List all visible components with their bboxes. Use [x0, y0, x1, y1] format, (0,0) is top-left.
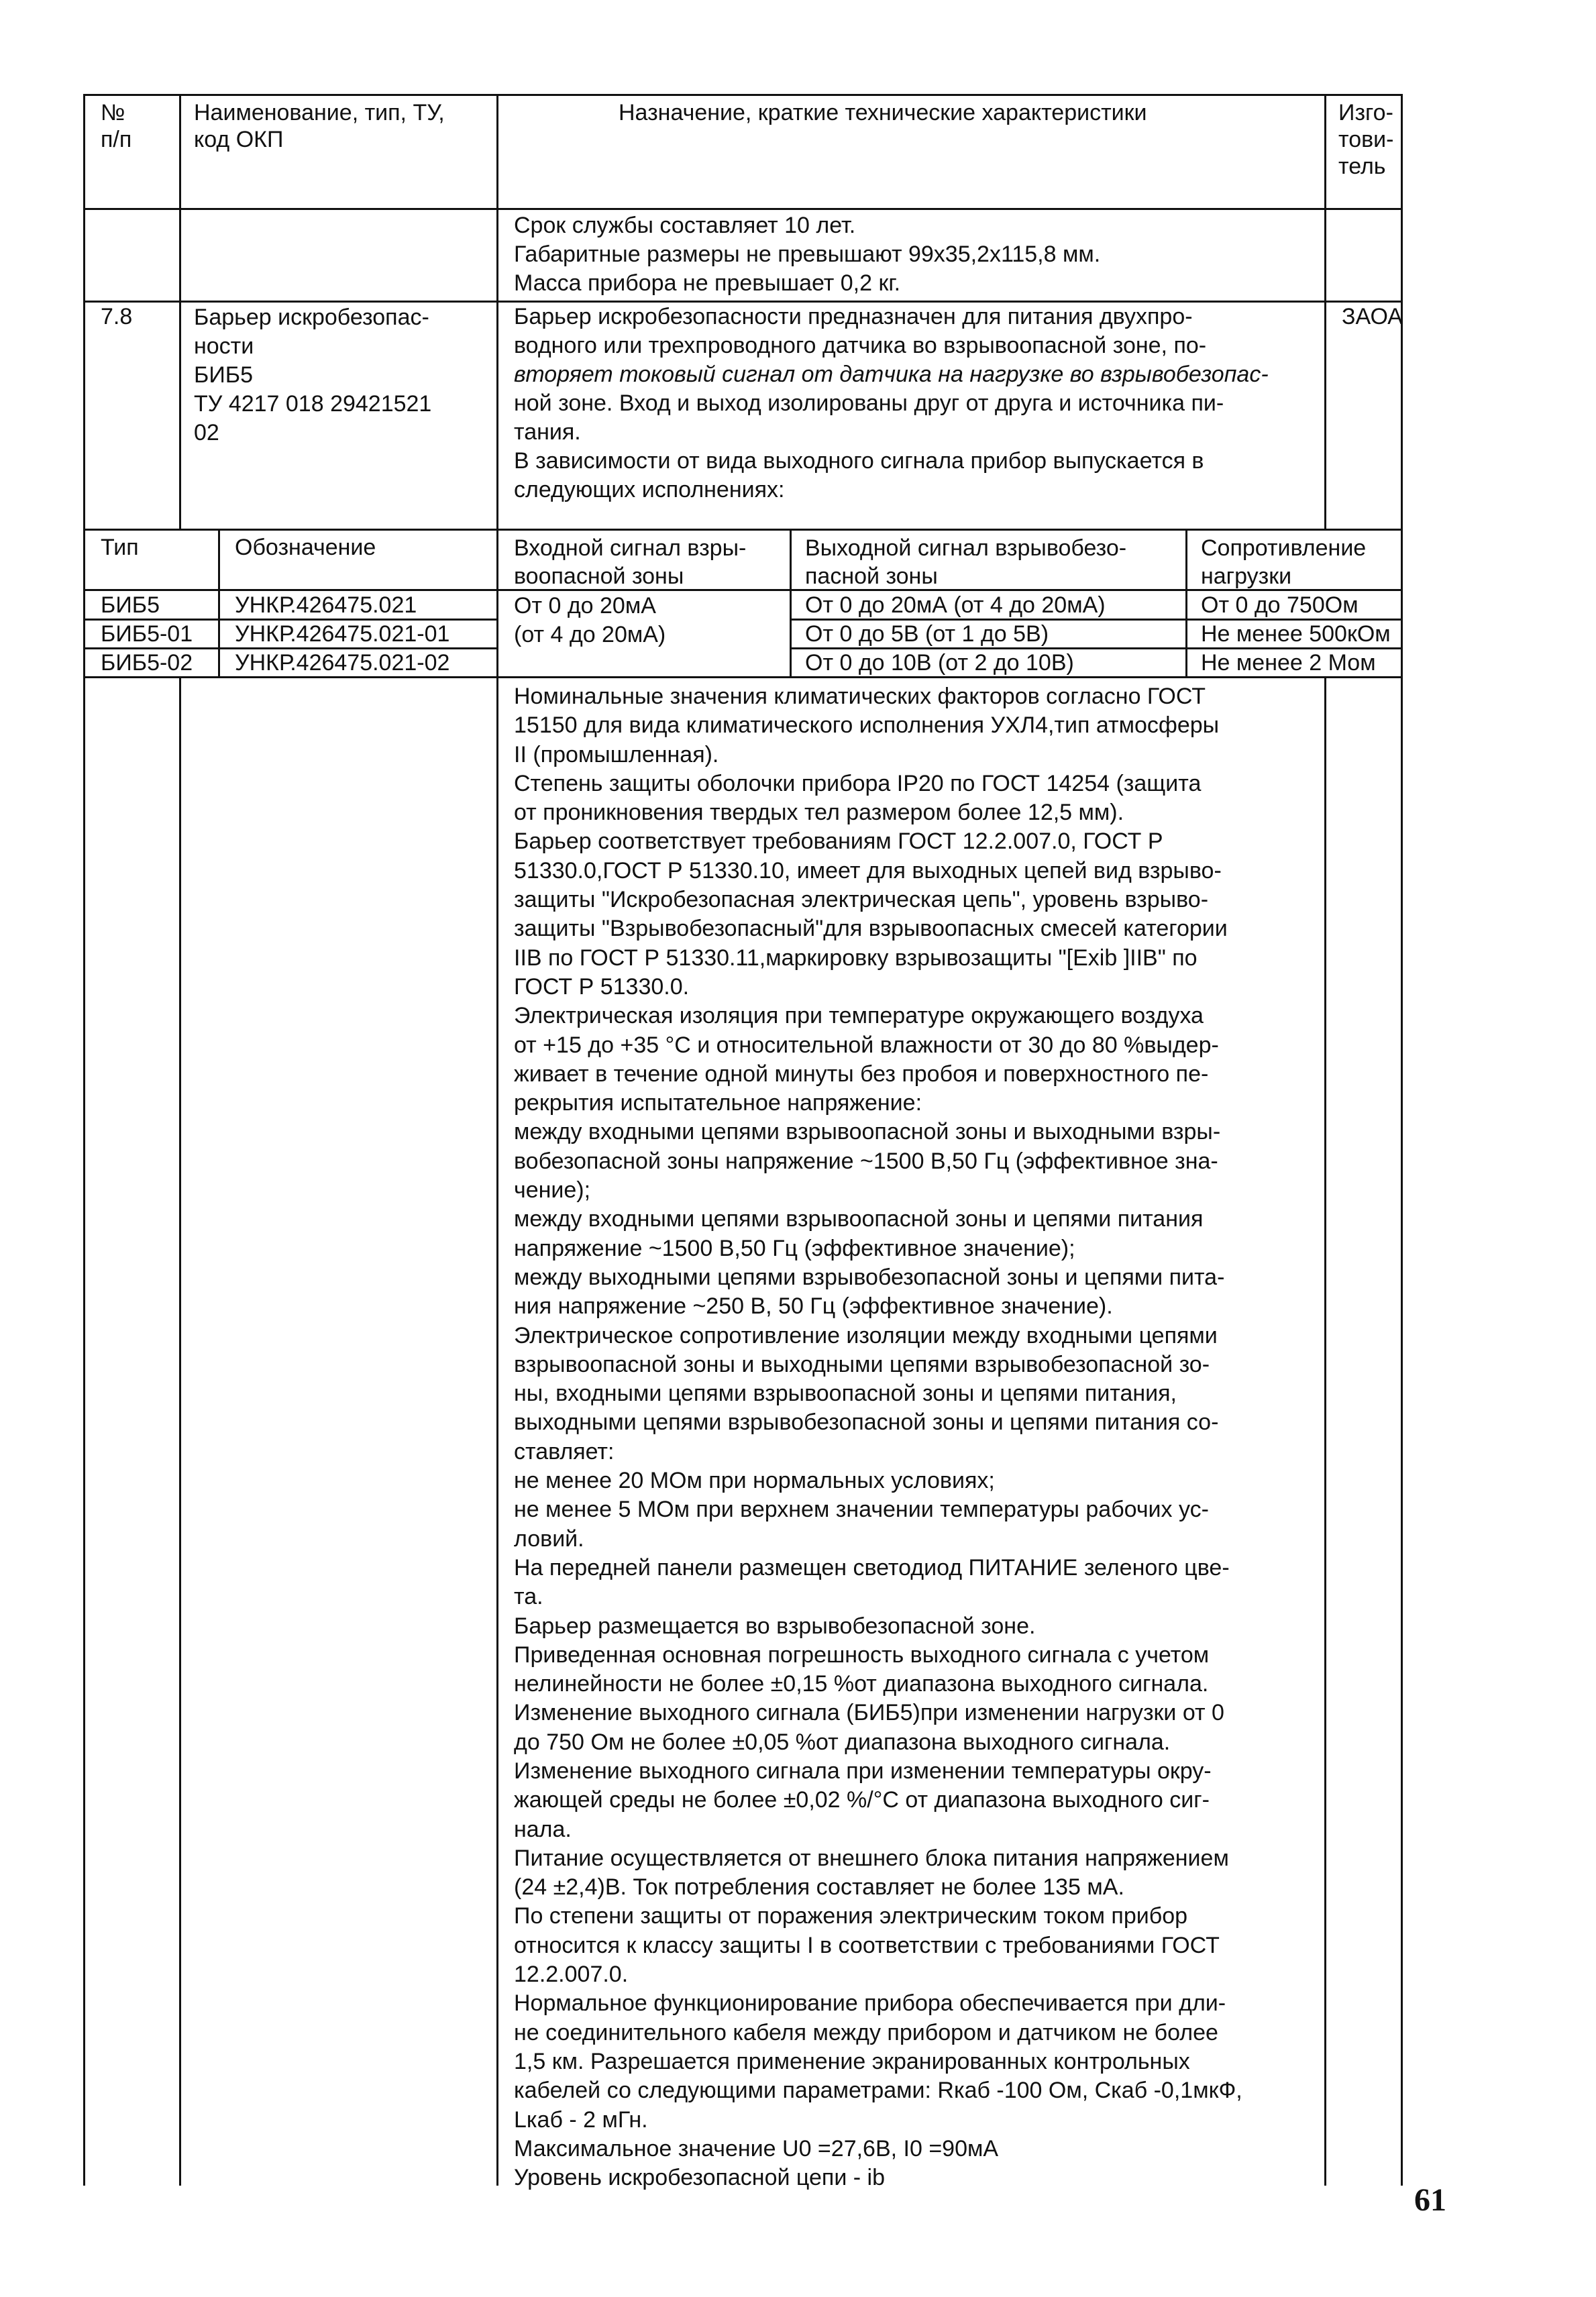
variant-row-1-output: От 0 до 20мА (от 4 до 20мА) [805, 592, 1106, 618]
details-line: не соединительного кабеля между прибором и датчиком не более [514, 2019, 1218, 2045]
details-line: защиты "Взрывобезопасный"для взрывоопасных смесей категории [514, 916, 1228, 942]
details-line: (24 ±2,4)В. Ток потребления составляет не более 135 мА. [514, 1874, 1124, 1901]
variant-row-2-type: БИБ5-01 [101, 621, 193, 647]
prev-row-line-2: Габаритные размеры не превышают 99х35,2х115,8 мм. [514, 242, 1101, 267]
details-line: Изменение выходного сигнала при изменении температуры окру- [514, 1758, 1212, 1784]
row-line-header-bottom [83, 208, 1403, 210]
variants-col-sep-3 [790, 529, 792, 678]
details-line: Степень защиты оболочки прибора IP20 по ГОСТ 14254 (защита [514, 770, 1202, 796]
details-line: нелинейности не более ±0,15 %от диапазона выходного сигнала. [514, 1671, 1209, 1697]
lower-col-sep-3 [1324, 678, 1326, 2186]
col-sep-2 [496, 94, 498, 2186]
header-purpose: Назначение, краткие технические характеристики [619, 100, 1147, 125]
details-line: Барьер размещается во взрывобезопасной зоне. [514, 1613, 1036, 1639]
details-text [514, 682, 1319, 2192]
details-line: ГОСТ Р 51330.0. [514, 973, 690, 1000]
variant-row-2-load: Не менее 500кОм [1201, 621, 1391, 647]
row-line-top [83, 94, 1403, 96]
col-sep-1 [179, 94, 181, 529]
details-line: Изменение выходного сигнала (БИБ5)при изменении нагрузки от 0 [514, 1700, 1224, 1726]
details-line: IIB по ГОСТ Р 51330.11,маркировку взрывозащиты "[Exib ]IIB" по [514, 945, 1198, 971]
details-line: напряжение ~1500 В,50 Гц (эффективное значение); [514, 1235, 1075, 1261]
item-purpose-line-7: следующих исполнениях: [514, 477, 785, 502]
details-line: та. [514, 1584, 543, 1610]
table-border-right [1401, 94, 1403, 2186]
variants-header-type: Тип [101, 535, 139, 560]
details-line: между входными цепями взрывоопасной зоны и цепями питания [514, 1206, 1204, 1232]
details-line: между выходными цепями взрывобезопасной зоны и цепями пита- [514, 1264, 1225, 1290]
details-line: На передней панели размещен светодиод ПИТАНИЕ зеленого цве- [514, 1554, 1230, 1581]
details-line: вобезопасной зоны напряжение ~1500 В,50 Гц (эффективное зна- [514, 1148, 1218, 1174]
lower-col-sep-1 [179, 678, 181, 2186]
details-line: живает в течение одной минуты без пробоя и поверхностного пе- [514, 1061, 1209, 1087]
table-border-left [83, 94, 85, 2186]
details-line: Электрическая изоляция при температуре окружающего воздуха [514, 1003, 1204, 1029]
details-line: от проникновения твердых тел размером более 12,5 мм). [514, 800, 1124, 826]
details-line: кабелей со следующими параметрами: Rкаб -100 Ом, Cкаб -0,1мкФ, [514, 2078, 1242, 2104]
header-maker: Изго- тови- тель [1338, 100, 1394, 179]
row-line-item-bottom [83, 529, 1403, 531]
variant-row-3-type: БИБ5-02 [101, 650, 193, 676]
details-line: 15150 для вида климатического исполнения УХЛ4,тип атмосферы [514, 712, 1220, 739]
variants-bottom [83, 676, 1403, 678]
variant-row-2-output: От 0 до 5В (от 1 до 5В) [805, 621, 1049, 647]
item-purpose-line-2: водного или трехпроводного датчика во взрывоопасной зоне, по- [514, 333, 1207, 358]
details-line: 51330.0,ГОСТ Р 51330.10, имеет для выходных цепей вид взрыво- [514, 857, 1222, 884]
header-name: Наименование, тип, ТУ, код ОКП [194, 100, 445, 152]
details-line: Уровень искробезопасной цепи - ib [514, 2165, 885, 2191]
details-line: Приведенная основная погрешность выходного сигнала с учетом [514, 1642, 1210, 1668]
item-purpose-line-5: тания. [514, 419, 581, 445]
variants-header-input: Входной сигнал взры- воопасной зоны [514, 535, 747, 589]
details-line: между входными цепями взрывоопасной зоны и выходными взры- [514, 1119, 1221, 1145]
item-purpose-line-1: Барьер искробезопасности предназначен для питания двухпро- [514, 304, 1193, 329]
details-line: до 750 Ом не более ±0,05 %от диапазона выходного сигнала. [514, 1729, 1171, 1755]
col-sep-3 [1324, 94, 1326, 529]
item-name: Барьер искробезопас- ности БИБ5 ТУ 4217 018 29421521 02 [194, 305, 432, 445]
details-line: Электрическое сопротивление изоляции между входными цепями [514, 1322, 1218, 1348]
details-line: взрывоопасной зоны и выходными цепями взрывобезопасной зо- [514, 1351, 1210, 1377]
details-line: чение); [514, 1177, 591, 1204]
prev-row-line-1: Срок службы составляет 10 лет. [514, 213, 856, 238]
item-purpose-line-6: В зависимости от вида выходного сигнала прибор выпускается в [514, 448, 1204, 474]
details-line: 12.2.007.0. [514, 1962, 629, 1988]
row-line-prev-bottom [83, 301, 1403, 303]
details-line: Питание осуществляется от внешнего блока питания напряжением [514, 1845, 1229, 1871]
variant-row-1-load: От 0 до 750Ом [1201, 592, 1359, 618]
variant-row-3-output: От 0 до 10В (от 2 до 10В) [805, 650, 1074, 676]
page-number: 61 [1414, 2182, 1446, 2218]
details-line: от +15 до +35 °С и относительной влажности от 30 до 80 %выдер- [514, 1032, 1219, 1058]
variants-input-shared: От 0 до 20мА (от 4 до 20мА) [514, 593, 666, 647]
details-line: ны, входными цепями взрывоопасной зоны и цепями питания, [514, 1381, 1177, 1407]
details-line: Lкаб - 2 мГн. [514, 2106, 648, 2133]
details-line: защиты "Искробезопасная электрическая цепь", уровень взрыво- [514, 887, 1209, 913]
details-line: выходными цепями взрывобезопасной зоны и цепями питания со- [514, 1409, 1219, 1436]
details-line: Барьер соответствует требованиям ГОСТ 12.2.007.0, ГОСТ Р [514, 829, 1163, 855]
details-line: ставляет: [514, 1438, 615, 1464]
variants-col-sep-1 [218, 529, 220, 678]
details-line: нала. [514, 1816, 572, 1842]
details-line: По степени защиты от поражения электрическим током прибор [514, 1903, 1188, 1929]
variant-row-1-type: БИБ5 [101, 592, 160, 618]
variant-row-2-designation: УНКР.426475.021-01 [235, 621, 450, 647]
details-line: ния напряжение ~250 В, 50 Гц (эффективное значение). [514, 1293, 1113, 1320]
details-line: не менее 5 МОм при верхнем значении температуры рабочих ус- [514, 1497, 1209, 1523]
variants-col-sep-4 [1185, 529, 1187, 678]
details-line: Максимальное значение U0 =27,6В, I0 =90мА [514, 2135, 999, 2161]
item-purpose-line-4: ной зоне. Вход и выход изолированы друг от друга и источника пи- [514, 390, 1224, 416]
item-number: 7.8 [101, 304, 133, 329]
variant-row-1-designation: УНКР.426475.021 [235, 592, 417, 618]
details-line: ловий. [514, 1526, 584, 1552]
variants-header-output: Выходной сигнал взрывобезо- пасной зоны [805, 535, 1127, 589]
details-line: рекрытия испытательное напряжение: [514, 1090, 922, 1116]
details-line: Нормальное функционирование прибора обеспечивается при дли- [514, 1990, 1226, 2017]
details-line: жающей среды не более ±0,02 %/°С от диапазона выходного сиг- [514, 1787, 1210, 1813]
details-line: Номинальные значения климатических факторов согласно ГОСТ [514, 684, 1206, 709]
variant-row-3-designation: УНКР.426475.021-02 [235, 650, 450, 676]
prev-row-line-3: Масса прибора не превышает 0,2 кг. [514, 270, 901, 296]
variant-row-3-load: Не менее 2 Мом [1201, 650, 1376, 676]
details-line: 1,5 км. Разрешается применение экранированных контрольных [514, 2048, 1190, 2074]
details-line: II (промышленная). [514, 741, 719, 767]
header-number: № п/п [101, 100, 132, 152]
details-line: не менее 20 МОм при нормальных условиях; [514, 1468, 995, 1494]
item-purpose-line-3: вторяет токовый сигнал от датчика на нагрузке во взрывобезопас- [514, 362, 1269, 387]
details-line: относится к классу защиты I в соответствии с требованиями ГОСТ [514, 1932, 1220, 1958]
variants-header-designation: Обозначение [235, 535, 376, 560]
variants-header-load: Сопротивление нагрузки [1201, 535, 1367, 589]
item-maker: ЗАОА [1342, 304, 1403, 329]
